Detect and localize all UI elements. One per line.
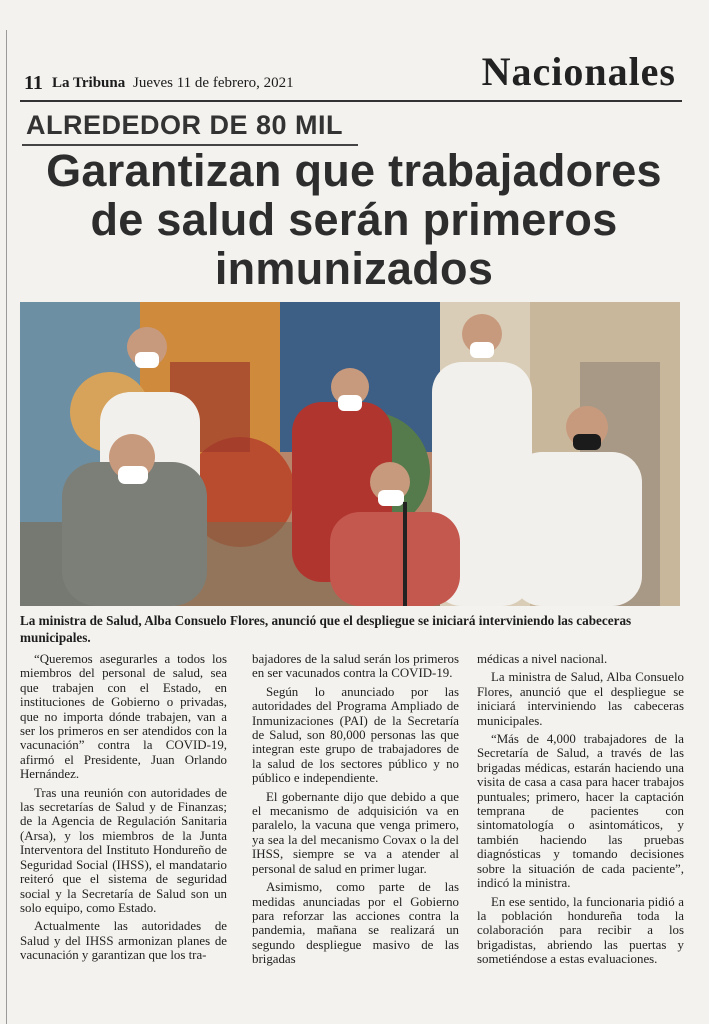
headline: Garantizan que trabajadores de salud serán primeros inmunizados <box>46 145 662 294</box>
header-rule <box>20 100 682 102</box>
article-column-3 <box>477 652 684 971</box>
paragraph: Según lo anunciado por las autoridades del Programa Ampliado de Inmunizaciones (PAI) de la Secretaría de Salud, son 80,000 personas las que integran este grupo de trabajadores de la salud de los sectores público y no público e independiente. <box>252 684 459 786</box>
paragraph: En ese sentido, la funcionaria pidió a la población hondureña toda la colaboración para recibir a los brigadistas, abriendo las puertas y sometiéndose a estas evaluaciones. <box>477 894 684 967</box>
page-header <box>20 48 688 104</box>
kicker: ALREDEDOR DE 80 MIL <box>26 110 344 140</box>
press-conference-photo <box>20 302 680 606</box>
paragraph: Asimismo, como parte de las medidas anunciadas por el Gobierno para reforzar las acciones contra la pandemia, mañana se realizará un segundo despliegue masivo de las brigadas <box>252 880 459 967</box>
photo-caption: La ministra de Salud, Alba Consuelo Flores, anunció que el despliegue se iniciará interviniendo las cabeceras municipales. <box>20 613 632 645</box>
paragraph-continued: bajadores de la salud serán los primeros en ser vacunados contra la COVID-19. <box>252 652 459 681</box>
issue-date: Jueves 11 de febrero, 2021 <box>133 75 294 91</box>
paragraph: La ministra de Salud, Alba Consuelo Flores, anunció que el despliegue se iniciará interviniendo las cabeceras municipales. <box>477 670 684 728</box>
page-edge-line <box>6 30 7 1024</box>
paragraph-continued: médicas a nivel nacional. <box>477 652 608 666</box>
article-body <box>20 652 684 1002</box>
page-number: 11 <box>24 72 43 94</box>
paragraph: Tras una reunión con autoridades de las secretarías de Salud y de Finanzas; de la Agencia de Regulación Sanitaria (Arsa), y los miembros de la Junta Interventora del Instituto Hondureño de Seguridad Social (IHSS), el mandatario reiteró que el sistema de seguridad social y la Secretaría de Salud son un solo equipo, como Estado. <box>20 785 227 915</box>
paragraph: “Queremos asegurarles a todos los miembros del personal de salud, sea que trabajen con el Estado, en instituciones de Gobierno o privadas, que no importa dónde trabajen, van a ser los primeros en ser atendidos con la vacunación” contra la COVID-19, afirmó el Presidente, Juan Orlando Hernández. <box>20 652 227 782</box>
paragraph: El gobernante dijo que debido a que el mecanismo de adquisición va en paralelo, la vacuna que venga primero, ya sea la del mecanismo Covax o la del IHSS, siempre se va a atender al personal de salud en primer lugar. <box>252 789 459 876</box>
article-column-2 <box>252 652 459 971</box>
section-title: Nacionales <box>481 49 676 94</box>
newspaper-name: La Tribuna <box>52 75 126 91</box>
photo-illustration <box>20 302 680 606</box>
paragraph: “Más de 4,000 trabajadores de la Secretaría de Salud, a través de las brigadas médicas, estarán haciendo una visita de casa a casa para hacer trabajos puntuales; primero, hacer la captación temprana de pacientes con sintomatología o asintomáticos, y también haciendo las pruebas diagnósticas y tomando decisiones sobre la situación de cada paciente”, indicó la ministra. <box>477 732 684 891</box>
article-column-1 <box>20 652 227 967</box>
paragraph: Actualmente las autoridades de Salud y del IHSS armonizan planes de vacunación y garantizan que los tra- <box>20 919 227 963</box>
